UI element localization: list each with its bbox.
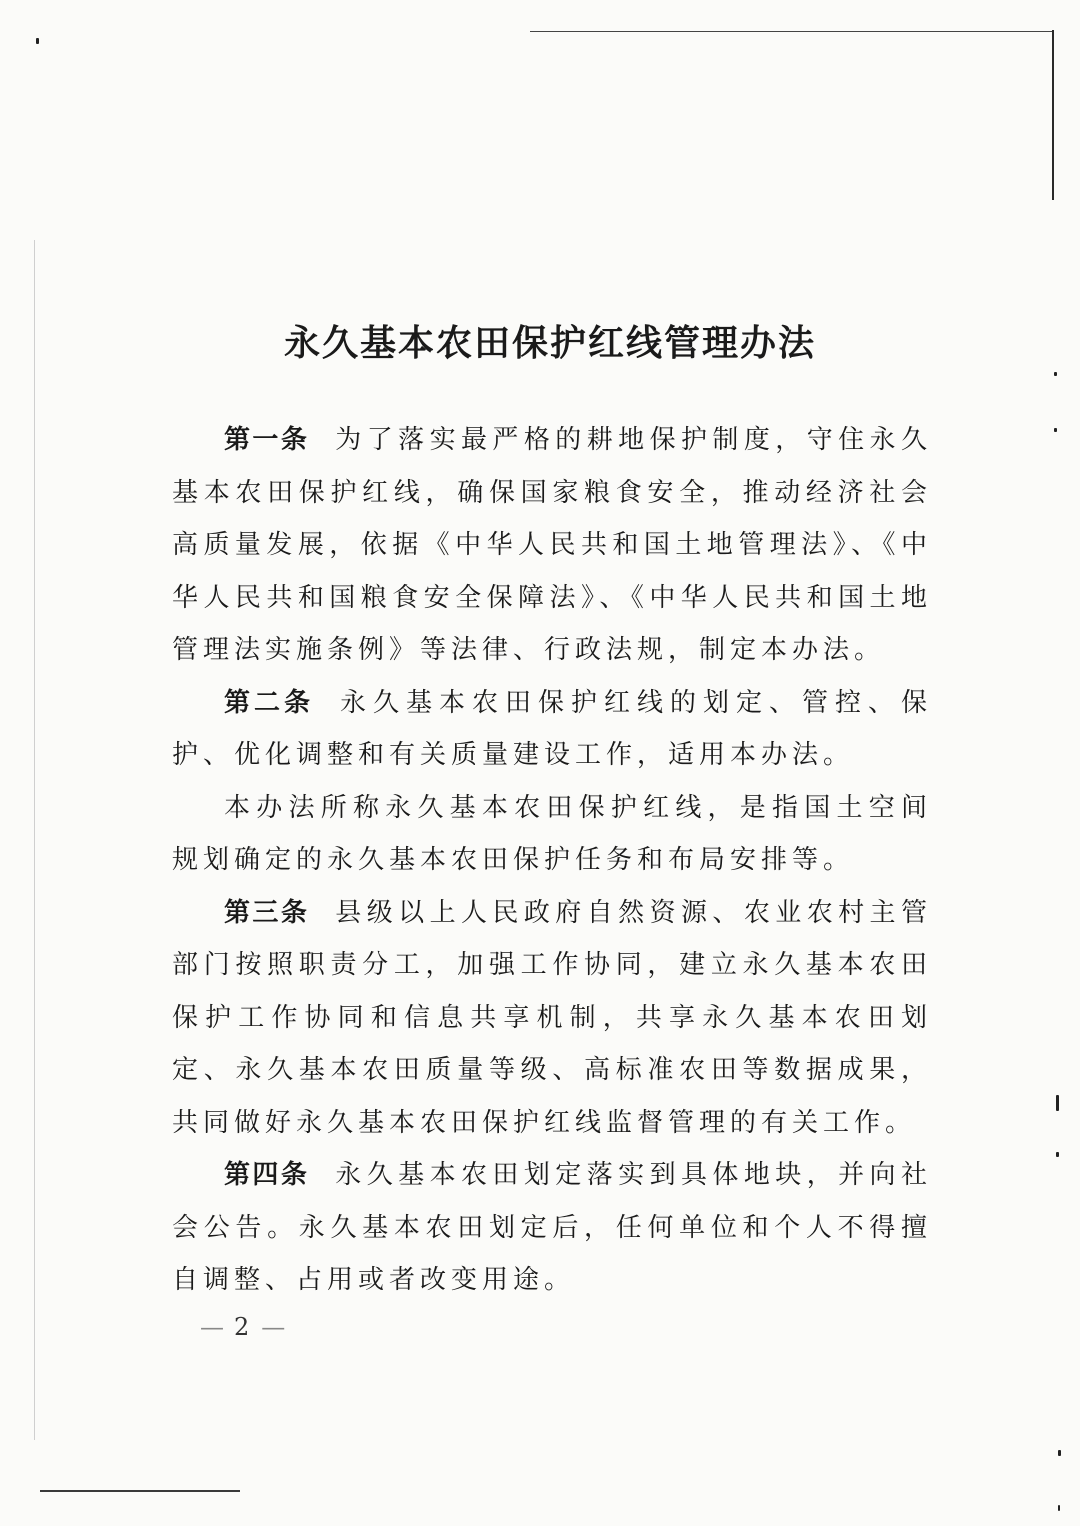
scan-border-top — [530, 31, 1054, 32]
article-text: 永久基本农田保护红线的划定、管控、保护、优化调整和有关质量建设工作，适用本办法。 — [172, 687, 932, 770]
page-number — [200, 1307, 300, 1347]
scan-speck — [1058, 1505, 1060, 1511]
scan-speck — [1056, 1152, 1059, 1157]
article-text: 永久基本农田划定落实到具体地块，并向社会公告。永久基本农田划定后，任何单位和个人不得擅自调整、占用或者改变用途。 — [172, 1160, 932, 1295]
page-number-value: 2 — [234, 1313, 250, 1341]
scan-speck — [1054, 372, 1057, 376]
document-title: 永久基本农田保护红线管理办法 — [283, 322, 816, 365]
document-body — [172, 414, 932, 1307]
article-number: 第四条 — [224, 1160, 310, 1190]
scan-speck — [1056, 1095, 1059, 1111]
article-number: 第三条 — [224, 897, 310, 928]
article-number: 第一条 — [224, 425, 310, 455]
article-2-paragraph-2: 本办法所称永久基本农田保护红线，是指国土空间规划确定的永久基本农田保护任务和布局安排等。 — [172, 792, 932, 875]
scan-speck — [1058, 1450, 1061, 1456]
article-text: 为了落实最严格的耕地保护制度，守住永久基本农田保护红线，确保国家粮食安全，推动经济社会高质量发展，依据《中华人民共和国土地管理法》、《中华人民共和国粮食安全保障法》、《中华人民共和国土地管理法实施条例》等法律、行政法规，制定本办法。 — [172, 425, 932, 665]
article-4 — [172, 1149, 932, 1307]
page-number-dash-right: — — [261, 1313, 284, 1341]
article-number: 第二条 — [224, 687, 314, 718]
article-1 — [172, 414, 932, 677]
article-3 — [172, 887, 932, 1150]
page-number-dash-left: — — [200, 1313, 222, 1341]
scan-speck — [1054, 428, 1057, 432]
scan-border-left — [34, 240, 35, 1440]
article-2 — [172, 677, 932, 782]
scan-speck — [36, 38, 39, 44]
scan-border-right — [1052, 30, 1054, 200]
article-text: 县级以上人民政府自然资源、农业农村主管部门按照职责分工，加强工作协同，建立永久基本农田保护工作协同和信息共享机制，共享永久基本农田划定、永久基本农田质量等级、高标准农田等数据成果，共同做好永久基本农田保护红线监督管理的有关工作。 — [172, 897, 932, 1138]
scan-border-bottom — [40, 1490, 240, 1492]
